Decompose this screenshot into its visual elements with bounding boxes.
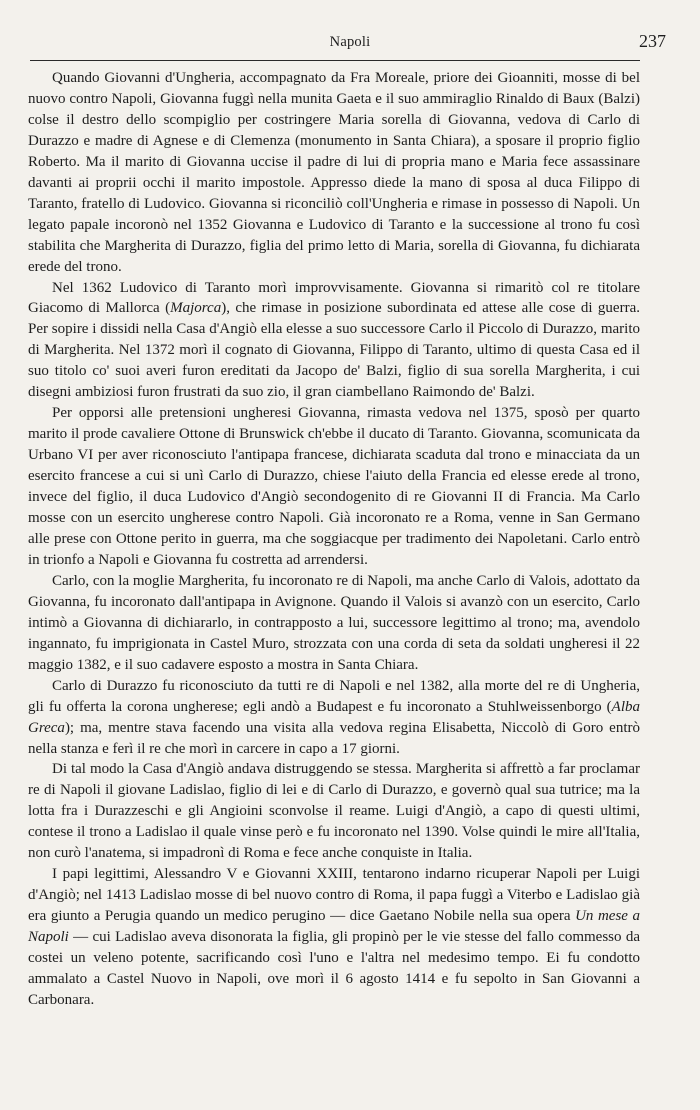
header-rule [30,60,640,61]
italic-title: Un mese a Napoli [28,908,640,946]
text-segment: Carlo di Durazzo fu riconosciuto da tutti re di Napoli e nel 1382, alla morte del re di Ungheria, gli fu offerta la corona ungherese; egli andò a Budapest e fu incoronato a Stuhlweissenborgo ( [28,677,640,715]
text-segment: ); ma, mentre stava facendo una visita alla vedova regina Elisabetta, Niccolò di Goro entrò nella stanza e ferì il re che morì in carcere in capo a 17 giorni. [28,719,640,757]
text-segment: Nel 1362 Ludovico di Taranto morì improvvisamente. Giovanna si rimaritò col re titolare Giacomo di Mallorca ( [28,279,640,317]
page-header [30,30,670,54]
italic-title: Alba Greca [28,698,640,736]
paragraph [28,68,640,278]
body-text [28,68,640,1011]
text-segment: Carlo, con la moglie Margherita, fu incoronato re di Napoli, ma anche Carlo di Valois, adottato da Giovanna, fu incoronato dall'antipapa in Avignone. Quando il Valois si avanzò con un esercito, Carlo intimò a Giovanna di dichiararlo, in contrapposto a lui, successore legittimo al trono; ma, avendolo ingannato, fu imprigionata in Castel Muro, strozzata con una corda di seta da soldati ungheresi il 22 maggio 1382, e il suo cadavere esposto a mostra in Santa Chiara. [28,572,640,673]
paragraph [28,571,640,676]
paragraph [28,864,640,1011]
paragraph [28,278,640,404]
paragraph [28,676,640,760]
text-segment: Di tal modo la Casa d'Angiò andava distruggendo se stessa. Margherita si affrettò a far proclamar re di Napoli il giovane Ladislao, figlio di lei e di Carlo di Durazzo, e governò qual sua tutrice; ma la lotta fra i Durazzeschi e gli Angioini sconvolse il reame. Luigi d'Angiò, a capo di questi ultimi, contese il trono a Ladislao il quale vinse però e fu incoronato nel 1390. Volse quindi le mire all'Italia, non curò l'anatema, si impadronì di Roma e fece anche conquiste in Italia. [28,761,640,862]
text-segment: Quando Giovanni d'Ungheria, accompagnato da Fra Moreale, priore dei Gioanniti, mosse di bel nuovo contro Napoli, Giovanna fuggì nella munita Gaeta e il suo ammiraglio Rinaldo di Baux (Balzi) colse il destro dello scompiglio per costringere Maria sorella di Giovanna, vedova di Carlo di Durazzo e madre di Agnese e di Clemenza (monumento in Santa Chiara), a sposare il proprio figlio Roberto. Ma il marito di Giovanna uccise il padre di lui di propria mano e Maria fece assassinare davanti ai proprii occhi il marito impostole. Appresso diede la mano di sposa al duca Filippo di Taranto, fratello di Ludovico. Giovanna si riconciliò coll'Ungheria e rimase in possesso di Napoli. Un legato papale incoronò nel 1352 Giovanna e Ludovico di Taranto e la successione al trono fu così stabilita che Margherita di Durazzo, figlia del primo letto di Maria, sorella di Giovanna, fu dichiarata erede del trono. [28,70,640,275]
page-number: 237 [639,31,666,51]
text-segment: I papi legittimi, Alessandro V e Giovanni XXIII, tentarono indarno ricuperar Napoli per Luigi d'Angiò; nel 1413 Ladislao mosse di bel nuovo contro di Roma, il papa fuggì a Viterbo e Ladislao già era giunto a Perugia quando un medico perugino — dice Gaetano Nobile nella sua opera [28,866,640,925]
italic-title: Majorca [170,300,222,317]
running-title: Napoli [329,34,371,50]
paragraph [28,759,640,864]
text-segment: — cui Ladislao aveva disonorata la figlia, gli propinò per le vie stesse del fallo commesso da costei un veleno potente, sacrificando così l'uno e l'altra nel medesimo tempo. Ei fu condotto ammalato a Castel Nuovo in Napoli, ove morì il 6 agosto 1414 e fu sepolto in San Giovanni a Carbonara. [28,929,640,1008]
paragraph [28,403,640,571]
text-segment: Per opporsi alle pretensioni ungheresi Giovanna, rimasta vedova nel 1375, sposò per quarto marito il prode cavaliere Ottone di Brunswick ch'ebbe il ducato di Taranto. Giovanna, scomunicata da Urbano VI per aver riconosciuto l'antipapa francese, dichiarata scaduta dal trono e minacciata da un esercito francese a cui si unì Carlo di Durazzo, chiese l'aiuto della Francia ed elesse erede al trono, invece del figlio, il duca Ludovico d'Angiò secondogenito di re Giovanni II di Francia. Ma Carlo mosse con un esercito ungherese contro Napoli. Già incoronato re a Roma, venne in San Germano alle prese con Ottone perito in guerra, ma che soggiacque per tradimento dei Napoletani. Carlo entrò in trionfo a Napoli e Giovanna fu costretta ad arrendersi. [28,405,640,568]
text-segment: ), che rimase in posizione subordinata ed attese alle cose di guerra. Per sopire i dissidi nella Casa d'Angiò ella elesse a suo successore Carlo il Piccolo di Durazzo, marito di Margherita. Nel 1372 morì il cognato di Giovanna, Filippo di Taranto, ultimo di questa Casa ed il suo titolo co' suoi averi furon ereditati da Jacopo de' Balzi, figlio di sua sorella Margherita, i cui disegni ambiziosi furon frustrati da suo zio, il gran ciambellano Raimondo de' Balzi. [28,300,640,401]
